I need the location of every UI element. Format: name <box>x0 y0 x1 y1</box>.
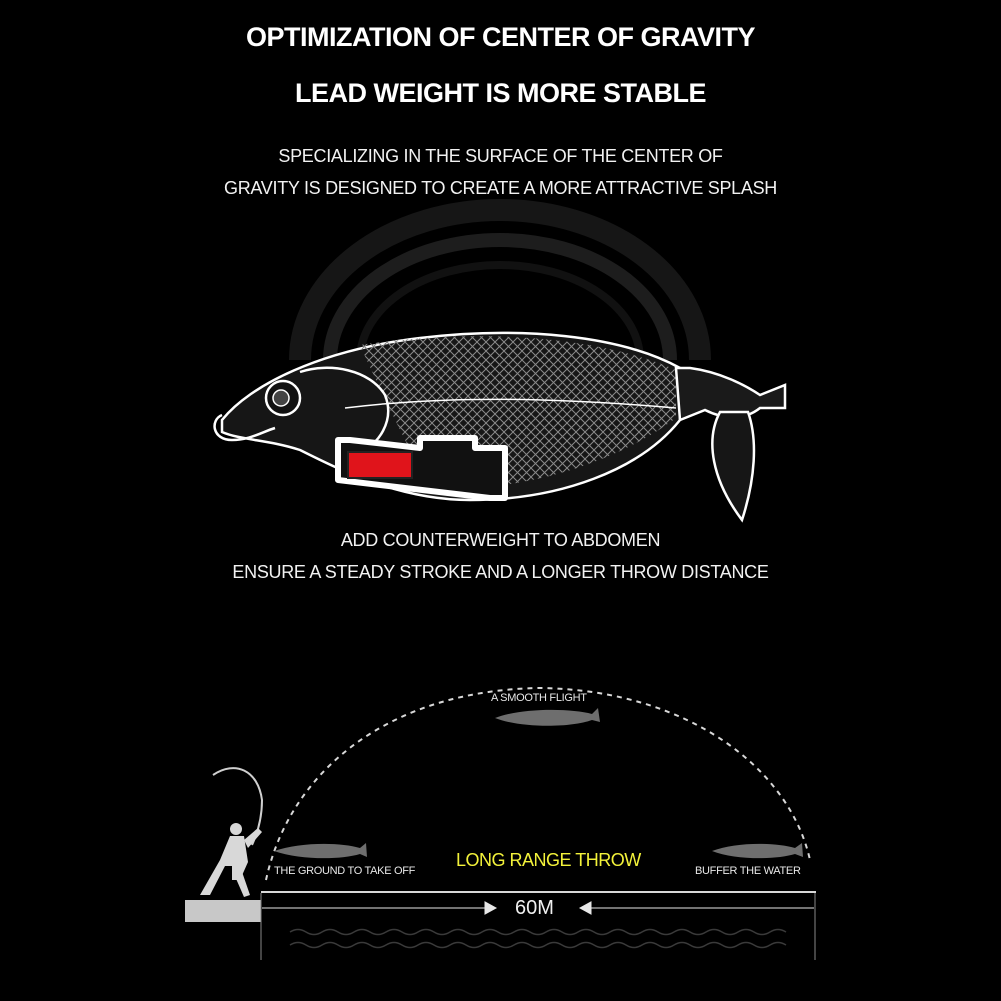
label-ground-takeoff: THE GROUND TO TAKE OFF <box>274 865 416 877</box>
water-waves <box>290 930 786 948</box>
subtitle-line-1: SPECIALIZING IN THE SURFACE OF THE CENTER OF <box>278 146 723 166</box>
counterweight <box>348 452 412 478</box>
tail-fin <box>712 412 754 520</box>
title-line-2: LEAD WEIGHT IS MORE STABLE <box>295 78 706 108</box>
label-long-range-throw: LONG RANGE THROW <box>456 850 641 870</box>
subtitle-line-2: GRAVITY IS DESIGNED TO CREATE A MORE ATTRACTIVE SPLASH <box>224 178 777 198</box>
flight-lure-icons <box>274 708 803 858</box>
title-line-1: OPTIMIZATION OF CENTER OF GRAVITY <box>246 22 755 52</box>
pier <box>185 900 261 922</box>
angler-silhouette <box>200 768 262 897</box>
lure-caption-line-1: ADD COUNTERWEIGHT TO ABDOMEN <box>340 530 661 550</box>
lure-caption-line-2: ENSURE A STEADY STROKE AND A LONGER THROW DISTANCE <box>232 562 769 582</box>
label-distance: 60M <box>515 897 554 919</box>
lure-body <box>215 333 785 520</box>
water-line <box>261 891 816 893</box>
label-smooth-flight: A SMOOTH FLIGHT <box>491 692 587 704</box>
label-buffer-water: BUFFER THE WATER <box>695 865 801 877</box>
